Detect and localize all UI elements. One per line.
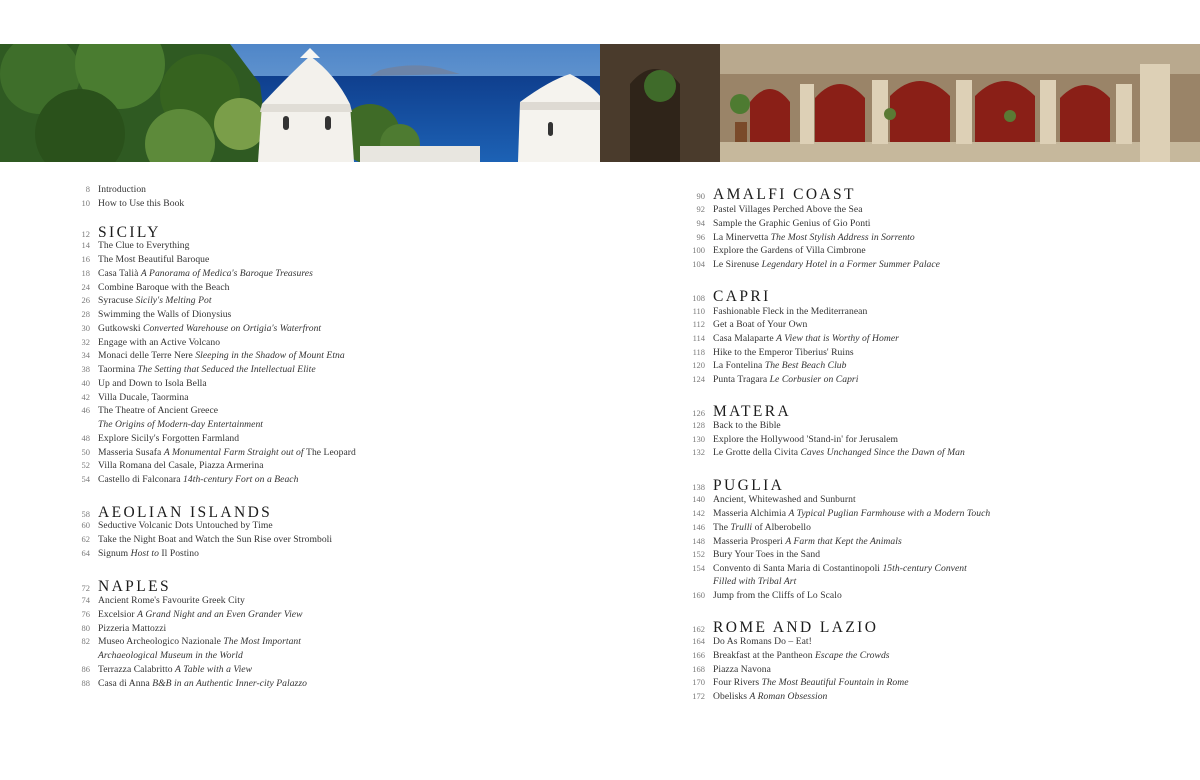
entry-title xyxy=(98,240,189,251)
toc-entry xyxy=(70,460,264,471)
entry-subtitle: A View that is Worthy of Homer xyxy=(776,333,899,344)
toc-entry xyxy=(685,218,871,229)
entry-title xyxy=(713,218,871,229)
entry-title xyxy=(98,433,239,444)
entry-title xyxy=(98,460,264,471)
toc-entry xyxy=(685,508,990,519)
entry-text: Masseria Prosperi xyxy=(713,536,786,547)
section-heading-puglia xyxy=(685,477,784,495)
section-title: CAPRI xyxy=(713,288,771,305)
page-number: 38 xyxy=(81,364,90,374)
entry-title xyxy=(98,378,207,389)
page-number: 166 xyxy=(692,650,705,660)
entry-title xyxy=(713,306,867,317)
entry-text: Le Grotte della Civita xyxy=(713,447,801,458)
page-number: 164 xyxy=(692,636,705,646)
entry-subtitle: A Grand Night and an Even Grander View xyxy=(137,609,303,620)
entry-subtitle: A Panorama of Medica's Baroque Treasures xyxy=(140,268,313,279)
entry-text: Swimming the Walls of Dionysius xyxy=(98,309,232,320)
entry-text: Sample the Graphic Genius of Gio Ponti xyxy=(713,218,871,229)
entry-text: Villa Romana del Casale, Piazza Armerina xyxy=(98,460,264,471)
entry-title xyxy=(713,245,866,256)
toc-entry xyxy=(70,595,245,606)
toc-entry xyxy=(685,259,940,270)
entry-subtitle: Trulli xyxy=(730,522,753,533)
entry-title xyxy=(713,494,856,505)
toc-entry xyxy=(70,474,298,485)
entry-text: Signum xyxy=(98,548,131,559)
entry-text: Fashionable Fleck in the Mediterranean xyxy=(713,306,868,317)
toc-entry xyxy=(70,184,146,195)
entry-text: Pizzeria Mattozzi xyxy=(98,623,167,634)
toc-entry xyxy=(685,677,909,688)
page-number: 96 xyxy=(696,232,705,242)
entry-text: Piazza Navona xyxy=(713,664,771,675)
toc-entry xyxy=(70,254,209,265)
entry-title xyxy=(713,420,781,431)
toc-entry xyxy=(70,678,307,689)
entry-title xyxy=(713,549,820,560)
toc-entry xyxy=(685,204,863,215)
entry-text: Le Sirenuse xyxy=(713,259,762,270)
page-number: 104 xyxy=(692,259,705,269)
toc-entry xyxy=(685,549,820,560)
entry-text: The xyxy=(713,522,731,533)
toc-entry xyxy=(70,520,273,531)
toc-entry xyxy=(70,240,189,251)
page-number: 14 xyxy=(81,240,90,250)
entry-text: Masseria Susafa xyxy=(98,447,164,458)
toc-entry xyxy=(685,664,771,675)
page-number: 160 xyxy=(692,590,705,600)
entry-title xyxy=(98,534,332,545)
entry-text: Castello di Falconara xyxy=(98,474,184,485)
entry-title xyxy=(98,184,146,195)
page-number: 114 xyxy=(692,333,705,343)
entry-title xyxy=(713,374,858,385)
entry-title xyxy=(713,664,771,675)
entry-title xyxy=(70,419,263,430)
entry-subtitle: A Table with a View xyxy=(175,664,253,675)
toc-entry xyxy=(685,563,967,574)
entry-title xyxy=(713,508,990,519)
toc-entry xyxy=(70,609,303,620)
entry-subtitle: The Most Important xyxy=(223,636,301,647)
entry-text: Do As Romans Do – Eat! xyxy=(713,636,812,647)
toc-entry xyxy=(70,378,207,389)
entry-text: Explore the Hollywood 'Stand-in' for Jerusalem xyxy=(713,434,899,445)
entry-title xyxy=(98,548,199,559)
toc-entry-continuation xyxy=(70,650,243,661)
entry-text: Syracuse xyxy=(98,295,136,306)
entry-subtitle: The Origins of Modern-day Entertainment xyxy=(98,419,264,430)
page-number: 146 xyxy=(692,522,705,532)
entry-title xyxy=(98,337,220,348)
entry-subtitle: 14th-century Fort on a Beach xyxy=(183,474,299,485)
entry-title xyxy=(70,650,243,661)
entry-title xyxy=(98,309,231,320)
photo-cloister xyxy=(600,44,1200,162)
page-number: 94 xyxy=(696,218,705,228)
entry-text: The Clue to Everything xyxy=(98,240,190,251)
page-number: 16 xyxy=(81,254,90,264)
photo-capri-coast xyxy=(0,44,600,162)
entry-title xyxy=(98,636,301,647)
entry-text: Ancient Rome's Favourite Greek City xyxy=(98,595,245,606)
entry-title xyxy=(713,536,902,547)
page-number: 170 xyxy=(692,677,705,687)
toc-entry xyxy=(70,664,252,675)
page-number: 142 xyxy=(692,508,705,518)
page-number: 26 xyxy=(81,295,90,305)
entry-text: Terrazza Calabritto xyxy=(98,664,176,675)
page-number: 42 xyxy=(81,392,90,402)
entry-text: Hike to the Emperor Tiberius' Ruins xyxy=(713,347,854,358)
toc-entry xyxy=(70,447,356,458)
section-title: AMALFI COAST xyxy=(713,186,856,203)
toc-entry xyxy=(685,522,811,533)
page-number: 12 xyxy=(81,229,90,239)
page-number: 54 xyxy=(81,474,90,484)
toc-entry xyxy=(70,364,316,375)
entry-title xyxy=(713,636,812,647)
page-number: 62 xyxy=(81,534,90,544)
toc-entry xyxy=(70,337,220,348)
page-number: 148 xyxy=(692,536,705,546)
entry-subtitle: The Most Stylish Address in Sorrento xyxy=(770,232,915,243)
entry-title xyxy=(713,650,890,661)
entry-text: La Minervetta xyxy=(713,232,771,243)
entry-title xyxy=(98,520,273,531)
entry-subtitle: The Best Beach Club xyxy=(764,360,847,371)
page-number: 34 xyxy=(81,350,90,360)
entry-title xyxy=(713,232,915,243)
page-number: 120 xyxy=(692,360,705,370)
entry-title xyxy=(713,434,898,445)
toc-entry-continuation xyxy=(685,576,796,587)
page-number: 110 xyxy=(692,306,705,316)
page-number: 58 xyxy=(81,509,90,519)
page-number: 92 xyxy=(696,204,705,214)
entry-text: Up and Down to Isola Bella xyxy=(98,378,207,389)
page-number: 60 xyxy=(81,520,90,530)
page-number: 108 xyxy=(692,293,705,303)
page-number: 126 xyxy=(692,408,705,418)
entry-text: Casa Talià xyxy=(98,268,141,279)
entry-subtitle: Legendary Hotel in a Former Summer Palace xyxy=(761,259,940,270)
entry-title xyxy=(98,295,212,306)
entry-title xyxy=(713,691,827,702)
entry-subtitle: A Typical Puglian Farmhouse with a Modern Touch xyxy=(788,508,991,519)
entry-title xyxy=(98,678,307,689)
entry-text: Casa di Anna xyxy=(98,678,153,689)
entry-text: Take the Night Boat and Watch the Sun Rise over Stromboli xyxy=(98,534,333,545)
page-number: 128 xyxy=(692,420,705,430)
toc-entry xyxy=(685,636,812,647)
toc-entry-continuation xyxy=(70,419,263,430)
page-number: 86 xyxy=(81,664,90,674)
entry-text: Get a Boat of Your Own xyxy=(713,319,808,330)
page-number: 90 xyxy=(696,191,705,201)
section-heading-amalfi-coast xyxy=(685,186,856,204)
page-number: 24 xyxy=(81,282,90,292)
entry-subtitle: A Roman Obsession xyxy=(749,691,828,702)
entry-subtitle: The Setting that Seduced the Intellectual Elite xyxy=(137,364,316,375)
section-title: PUGLIA xyxy=(713,477,785,494)
entry-title xyxy=(98,254,209,265)
page-number: 132 xyxy=(692,447,705,457)
toc-entry xyxy=(685,691,827,702)
entry-title xyxy=(98,268,313,279)
page-number: 30 xyxy=(81,323,90,333)
entry-title xyxy=(713,204,863,215)
entry-text: Gutkowski xyxy=(98,323,144,334)
entry-title xyxy=(98,350,345,361)
toc-entry xyxy=(685,650,890,661)
entry-subtitle: Caves Unchanged Since the Dawn of Man xyxy=(800,447,965,458)
toc-entry xyxy=(685,360,847,371)
entry-subtitle: The Most Beautiful Fountain in Rome xyxy=(761,677,909,688)
entry-title xyxy=(713,522,811,533)
entry-subtitle: Host to xyxy=(130,548,162,559)
entry-text: Masseria Alchimia xyxy=(713,508,789,519)
entry-text: Monaci delle Terre Nere xyxy=(98,350,196,361)
entry-subtitle: Le Corbusier on Capri xyxy=(769,374,859,385)
entry-title xyxy=(713,447,965,458)
section-heading-matera xyxy=(685,403,791,421)
entry-subtitle: Archaeological Museum in the World xyxy=(98,650,243,661)
section-heading-capri xyxy=(685,288,771,306)
page-number: 46 xyxy=(81,405,90,415)
page-number: 154 xyxy=(692,563,705,573)
toc-entry xyxy=(70,548,199,559)
entry-text: Seductive Volcanic Dots Untouched by Time xyxy=(98,520,273,531)
toc-entry xyxy=(685,245,866,256)
entry-title xyxy=(98,405,218,416)
entry-text: Taormina xyxy=(98,364,138,375)
entry-title xyxy=(713,677,909,688)
toc-entry xyxy=(685,420,781,431)
page-number: 118 xyxy=(692,347,705,357)
entry-text: Introduction xyxy=(98,184,147,195)
page-number: 162 xyxy=(692,624,705,634)
page-number: 48 xyxy=(81,433,90,443)
entry-title xyxy=(98,364,316,375)
page-number: 152 xyxy=(692,549,705,559)
entry-text: Explore the Gardens of Villa Cimbrone xyxy=(713,245,866,256)
page-number: 140 xyxy=(692,494,705,504)
entry-subtitle: A Monumental Farm Straight out of xyxy=(163,447,307,458)
entry-text: Combine Baroque with the Beach xyxy=(98,282,230,293)
section-title: SICILY xyxy=(98,224,161,241)
entry-text: Villa Ducale, Taormina xyxy=(98,392,189,403)
page-number: 88 xyxy=(81,678,90,688)
toc-entry xyxy=(70,636,301,647)
entry-subtitle: Escape the Crowds xyxy=(815,650,890,661)
page-number: 124 xyxy=(692,374,705,384)
toc-entry xyxy=(685,333,899,344)
page-number: 82 xyxy=(81,636,90,646)
toc-entry xyxy=(685,590,842,601)
toc-entry xyxy=(70,309,231,320)
entry-title xyxy=(98,474,298,485)
entry-title xyxy=(98,447,356,458)
page-number: 10 xyxy=(81,198,90,208)
entry-text: Excelsior xyxy=(98,609,138,620)
toc-entry xyxy=(685,447,965,458)
page-number: 130 xyxy=(692,434,705,444)
entry-title xyxy=(98,623,166,634)
entry-subtitle: Sleeping in the Shadow of Mount Etna xyxy=(195,350,345,361)
entry-text: Ancient, Whitewashed and Sunburnt xyxy=(713,494,856,505)
entry-text: How to Use this Book xyxy=(98,198,185,209)
entry-text: of Alberobello xyxy=(752,522,811,533)
entry-title xyxy=(98,595,245,606)
entry-title xyxy=(713,590,842,601)
entry-title xyxy=(713,319,807,330)
toc-entry xyxy=(70,323,321,334)
section-title: ROME AND LAZIO xyxy=(713,619,879,636)
toc-entry xyxy=(70,623,166,634)
entry-text: Four Rivers xyxy=(713,677,762,688)
page-number: 50 xyxy=(81,447,90,457)
toc-entry xyxy=(70,268,313,279)
entry-text: Engage with an Active Volcano xyxy=(98,337,221,348)
entry-subtitle: 15th-century Convent xyxy=(882,563,967,574)
entry-subtitle: A Farm that Kept the Animals xyxy=(785,536,902,547)
entry-title xyxy=(98,282,230,293)
page-number: 74 xyxy=(81,595,90,605)
page-number: 40 xyxy=(81,378,90,388)
toc-entry xyxy=(685,319,807,330)
entry-text: Breakfast at the Pantheon xyxy=(713,650,816,661)
entry-subtitle: Filled with Tribal Art xyxy=(713,576,797,587)
page-number: 72 xyxy=(81,583,90,593)
entry-title xyxy=(98,664,252,675)
entry-title xyxy=(98,392,189,403)
page-number: 64 xyxy=(81,548,90,558)
section-heading-rome-and-lazio xyxy=(685,619,878,637)
page-number: 18 xyxy=(81,268,90,278)
entry-text: The Theatre of Ancient Greece xyxy=(98,405,219,416)
entry-text: The Leopard xyxy=(306,447,356,458)
toc-entry xyxy=(70,433,239,444)
toc-entry xyxy=(685,347,854,358)
toc-entry xyxy=(70,282,230,293)
toc-entry xyxy=(685,232,915,243)
page-number: 138 xyxy=(692,482,705,492)
entry-subtitle: B&B in an Authentic Inner-city Palazzo xyxy=(152,678,307,689)
toc-entry xyxy=(685,494,856,505)
entry-text: Pastel Villages Perched Above the Sea xyxy=(713,204,863,215)
toc-entry xyxy=(70,350,345,361)
toc-entry xyxy=(685,536,902,547)
entry-text: Bury Your Toes in the Sand xyxy=(713,549,821,560)
toc-entry xyxy=(685,374,858,385)
entry-title xyxy=(713,333,899,344)
toc-entry xyxy=(70,295,212,306)
page-number: 100 xyxy=(692,245,705,255)
toc-entry xyxy=(70,405,218,416)
section-heading-naples xyxy=(70,578,171,596)
page-number: 172 xyxy=(692,691,705,701)
entry-text: Punta Tragara xyxy=(713,374,770,385)
entry-title xyxy=(98,609,303,620)
toc-entry xyxy=(685,434,898,445)
page-number: 112 xyxy=(692,319,705,329)
toc-entry xyxy=(70,392,189,403)
page-number: 8 xyxy=(85,184,90,194)
entry-text: Explore Sicily's Forgotten Farmland xyxy=(98,433,240,444)
entry-text: Museo Archeologico Nazionale xyxy=(98,636,224,647)
entry-text: Casa Malaparte xyxy=(713,333,777,344)
entry-text: Il Postino xyxy=(161,548,199,559)
page-number: 32 xyxy=(81,337,90,347)
section-title: MATERA xyxy=(713,403,792,420)
entry-text: Jump from the Cliffs of Lo Scalo xyxy=(713,590,842,601)
entry-text: The Most Beautiful Baroque xyxy=(98,254,210,265)
entry-title xyxy=(713,360,847,371)
entry-title xyxy=(98,198,184,209)
toc-entry xyxy=(70,534,332,545)
page-number: 52 xyxy=(81,460,90,470)
section-title: NAPLES xyxy=(98,578,171,595)
page-number: 76 xyxy=(81,609,90,619)
entry-text: La Fontelina xyxy=(713,360,765,371)
entry-title xyxy=(685,576,796,587)
page-number: 80 xyxy=(81,623,90,633)
entry-text: Convento di Santa Maria di Costantinopoli xyxy=(713,563,883,574)
entry-text: Obelisks xyxy=(713,691,750,702)
toc-entry xyxy=(685,306,867,317)
entry-title xyxy=(713,347,854,358)
entry-title xyxy=(98,323,321,334)
toc-entry xyxy=(70,198,184,209)
entry-subtitle: Converted Warehouse on Ortigia's Waterfront xyxy=(143,323,322,334)
entry-subtitle: Sicily's Melting Pot xyxy=(135,295,212,306)
top-margin xyxy=(0,0,1200,44)
entry-text: Back to the Bible xyxy=(713,420,781,431)
page-number: 28 xyxy=(81,309,90,319)
entry-title xyxy=(713,563,967,574)
entry-title xyxy=(713,259,940,270)
page-number: 168 xyxy=(692,664,705,674)
section-title: AEOLIAN ISLANDS xyxy=(98,504,273,521)
